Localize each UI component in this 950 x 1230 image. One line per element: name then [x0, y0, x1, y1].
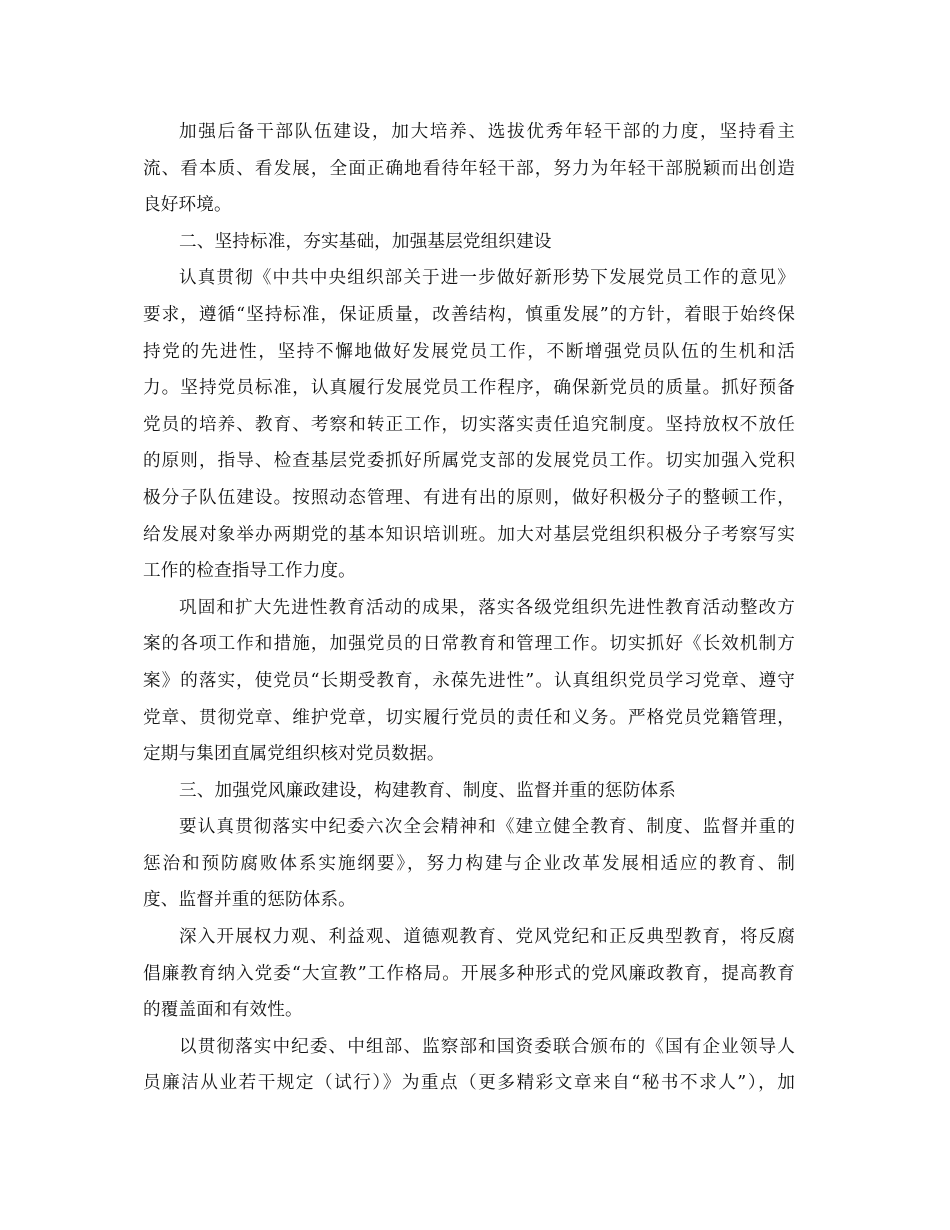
document-body	[143, 114, 795, 1102]
text-line: 给发展对象举办两期党的基本知识培训班。加大对基层党组织积极分子考察写实	[143, 524, 795, 545]
text-line: 深入开展权力观、利益观、道德观教育、党风党纪和正反典型教育，将反腐	[179, 927, 795, 948]
text-line: 度、监督并重的惩防体系。	[143, 890, 356, 911]
text-line: 案》的落实，使党员“长期受教育，永葆先进性”。认真组织党员学习党章、遵守	[143, 670, 795, 691]
text-line: 倡廉教育纳入党委“大宣教”工作格局。开展多种形式的党风廉政教育，提高教育	[143, 963, 795, 984]
text-line: 案的各项工作和措施，加强党员的日常教育和管理工作。切实抓好《长效机制方	[143, 634, 795, 655]
text-line: 三、加强党风廉政建设，构建教育、制度、监督并重的惩防体系	[179, 780, 676, 801]
text-line: 要求，遵循“坚持标准，保证质量，改善结构，慎重发展”的方针，着眼于始终保	[143, 304, 795, 325]
text-line: 流、看本质、看发展，全面正确地看待年轻干部，努力为年轻干部脱颖而出创造	[143, 158, 795, 179]
text-line: 要认真贯彻落实中纪委六次全会精神和《建立健全教育、制度、监督并重的	[179, 817, 795, 838]
text-line: 的原则，指导、检查基层党委抓好所属党支部的发展党员工作。切实加强入党积	[143, 451, 795, 472]
text-line: 二、坚持标准，夯实基础，加强基层党组织建设	[179, 231, 552, 252]
text-line: 的覆盖面和有效性。	[143, 1000, 303, 1021]
text-line: 以贯彻落实中纪委、中组部、监察部和国资委联合颁布的《国有企业领导人	[179, 1036, 795, 1057]
text-line: 力。坚持党员标准，认真履行发展党员工作程序，确保新党员的质量。抓好预备	[143, 378, 795, 399]
text-line: 加强后备干部队伍建设，加大培养、选拔优秀年轻干部的力度，坚持看主	[179, 122, 795, 142]
text-line: 党员的培养、教育、考察和转正工作，切实落实责任追究制度。坚持放权不放任	[143, 414, 795, 435]
text-line: 巩固和扩大先进性教育活动的成果，落实各级党组织先进性教育活动整改方	[179, 597, 795, 618]
text-line: 良好环境。	[143, 195, 232, 216]
text-line: 惩治和预防腐败体系实施纲要》，努力构建与企业改革发展相适应的教育、制	[143, 853, 795, 874]
text-line: 党章、贯彻党章、维护党章，切实履行党员的责任和义务。严格党员党籍管理，	[143, 707, 795, 728]
text-line: 员廉洁从业若干规定（试行）》为重点（更多精彩文章来自“秘书不求人”），加	[143, 1073, 795, 1094]
text-line: 持党的先进性，坚持不懈地做好发展党员工作，不断增强党员队伍的生机和活	[143, 341, 795, 362]
text-line: 认真贯彻《中共中央组织部关于进一步做好新形势下发展党员工作的意见》	[179, 268, 795, 289]
text-line: 极分子队伍建设。按照动态管理、有进有出的原则，做好积极分子的整顿工作，	[143, 487, 795, 508]
text-line: 定期与集团直属党组织核对党员数据。	[143, 744, 445, 765]
text-line: 工作的检查指导工作力度。	[143, 561, 356, 582]
